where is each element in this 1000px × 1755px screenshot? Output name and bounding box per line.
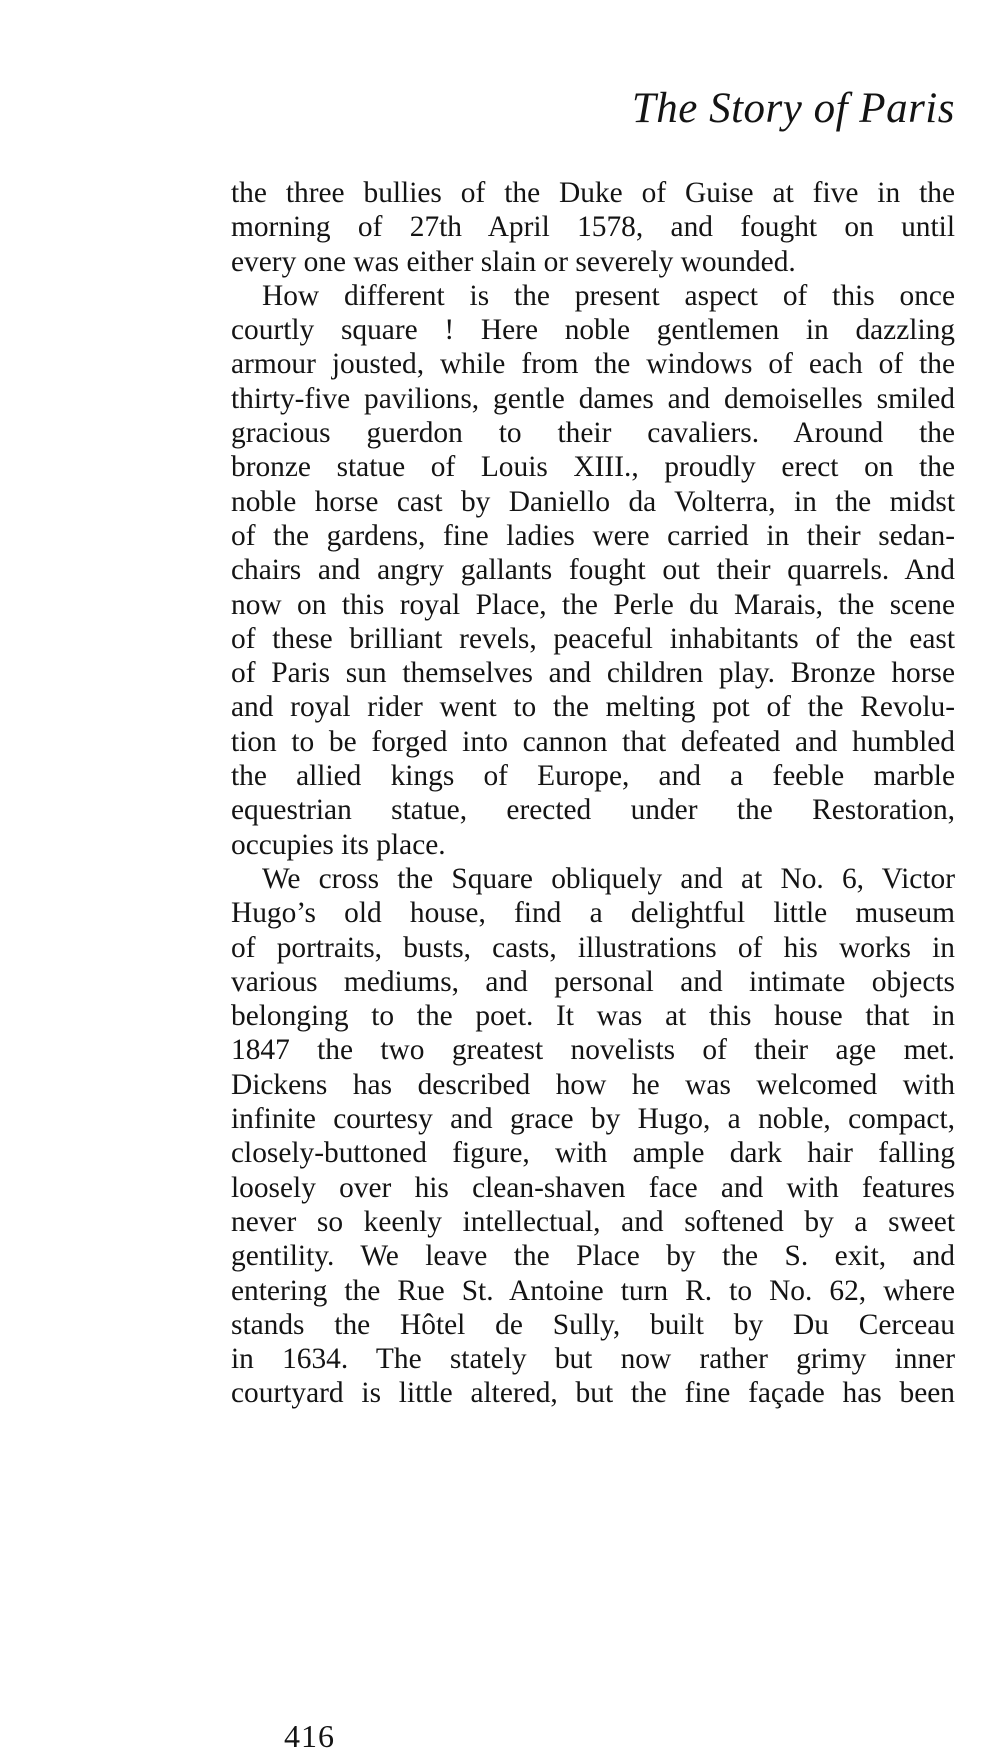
text-line: loosely over his clean-shaven face and with features <box>231 1171 955 1204</box>
text-line: Dickens has described how he was welcomed with <box>231 1068 955 1101</box>
text-line: of the gardens, fine ladies were carried in their sedan- <box>231 519 955 552</box>
text-line: courtly square ! Here noble gentlemen in dazzling <box>231 314 955 347</box>
text-line: now on this royal Place, the Perle du Marais, the scene <box>231 588 955 621</box>
text-line: various mediums, and personal and intimate objects <box>231 965 955 998</box>
text-line: occupies its place. <box>231 828 446 861</box>
text-line: noble horse cast by Daniello da Volterra, in the midst <box>231 485 955 518</box>
text-line: entering the Rue St. Antoine turn R. to No. 62, where <box>231 1274 955 1307</box>
text-line: of Paris sun themselves and children play. Bronze horse <box>231 657 955 690</box>
text-line: bronze statue of Louis XIII., proudly erect on the <box>231 451 955 484</box>
page-number: 416 <box>284 1718 335 1754</box>
text-line: equestrian statue, erected under the Restoration, <box>231 794 955 827</box>
text-line: tion to be forged into cannon that defeated and humbled <box>231 725 955 758</box>
text-line: and royal rider went to the melting pot of the Revolu- <box>231 691 955 724</box>
text-line: never so keenly intellectual, and softened by a sweet <box>231 1205 955 1238</box>
paragraph-start-line: We cross the Square obliquely and at No. 6, Victor <box>262 862 955 895</box>
text-line: thirty-five pavilions, gentle dames and demoiselles smiled <box>231 382 955 415</box>
text-line: gentility. We leave the Place by the S. exit, and <box>231 1240 955 1273</box>
text-line: morning of 27th April 1578, and fought on until <box>231 211 955 244</box>
text-line: belonging to the poet. It was at this house that in <box>231 1000 955 1033</box>
paragraph-start-line: How different is the present aspect of this once <box>262 279 955 312</box>
running-title: The Story of Paris <box>631 85 955 132</box>
text-line: every one was either slain or severely wounded. <box>231 245 796 278</box>
body-text <box>231 176 955 1411</box>
text-line: in 1634. The stately but now rather grimy inner <box>231 1343 955 1376</box>
text-line: of these brilliant revels, peaceful inhabitants of the east <box>231 622 955 655</box>
text-line: 1847 the two greatest novelists of their age met. <box>231 1034 955 1067</box>
text-line: infinite courtesy and grace by Hugo, a noble, compact, <box>231 1103 955 1136</box>
text-line: gracious guerdon to their cavaliers. Around the <box>231 417 955 450</box>
text-line: the allied kings of Europe, and a feeble marble <box>231 760 955 793</box>
text-line: stands the Hôtel de Sully, built by Du Cerceau <box>231 1308 955 1341</box>
text-line: chairs and angry gallants fought out their quarrels. And <box>231 554 955 587</box>
text-line: courtyard is little altered, but the fine façade has been <box>231 1377 955 1410</box>
text-line: closely-buttoned figure, with ample dark hair falling <box>231 1137 955 1170</box>
text-line: Hugo’s old house, find a delightful little museum <box>231 897 955 930</box>
text-line: armour jousted, while from the windows of each of the <box>231 348 955 381</box>
text-line: the three bullies of the Duke of Guise at five in the <box>231 177 955 209</box>
text-line: of portraits, busts, casts, illustrations of his works in <box>231 931 955 964</box>
